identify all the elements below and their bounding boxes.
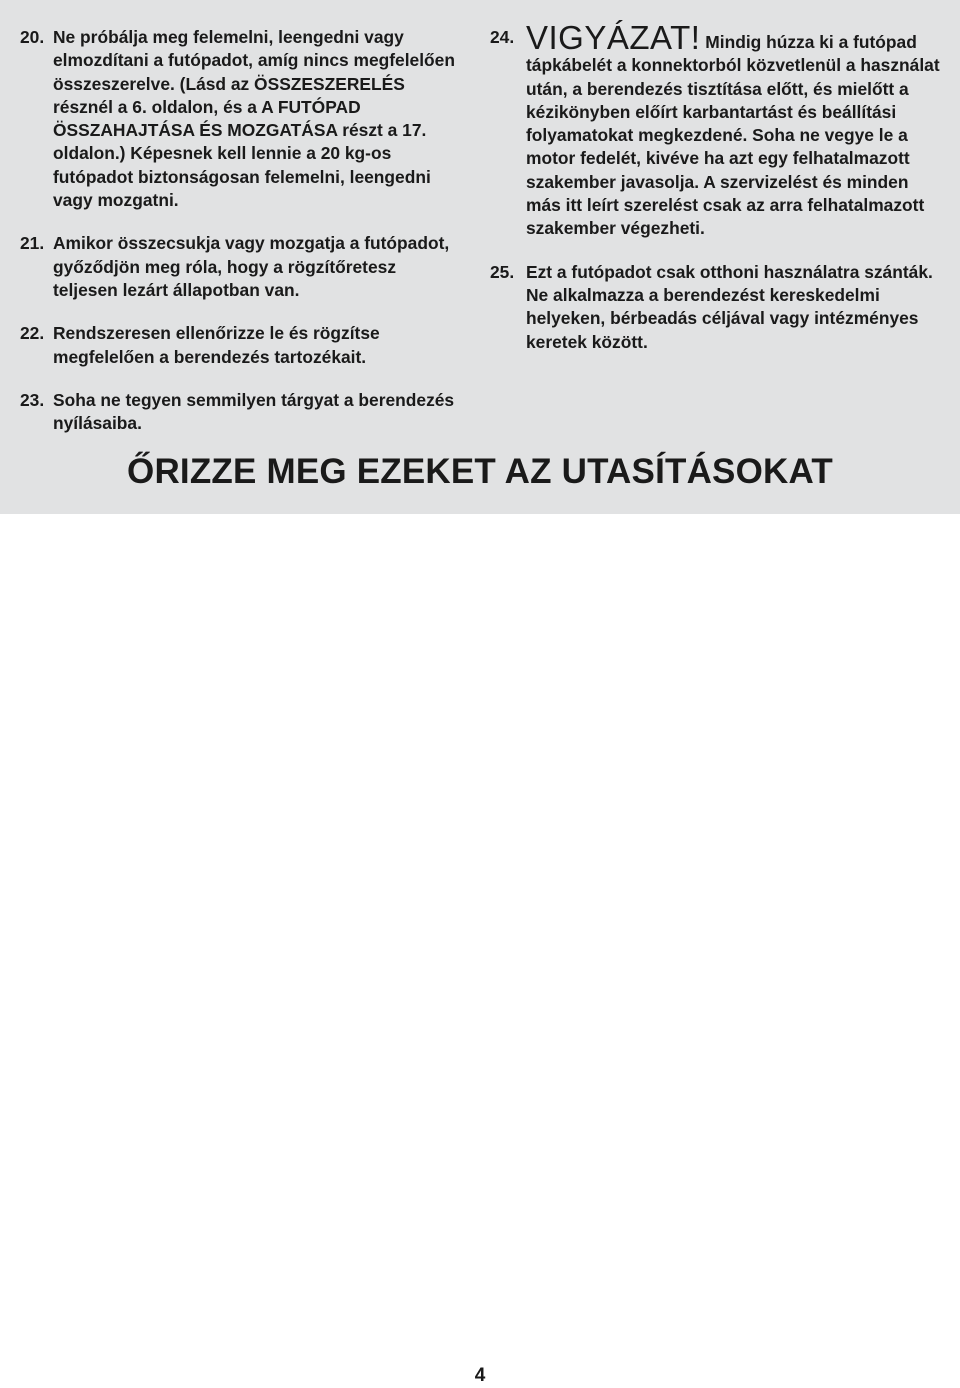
- item-text: Ne próbálja meg felemelni, leengedni vagy elmozdítani a futópadot, amíg nincs megfelelően összeszerelve. (Lásd az ÖSSZESZERELÉS résznél a 6. oldalon, és a A FUTÓPAD ÖSSZAHAJTÁSA ÉS MOZGATÁSA részt a 17. oldalon.) Képesnek kell lennie a 20 kg-os futópadot biztonságosan felemelni, leengedni vagy mozgatni.: [53, 27, 455, 211]
- item-text: Rendszeresen ellenőrizze le és rögzítse megfelelően a berendezés tartozékait.: [53, 323, 380, 367]
- item-text: Soha ne tegyen semmilyen tárgyat a berendezés nyílásaiba.: [53, 389, 455, 434]
- safety-instructions-panel: [0, 0, 960, 514]
- item-number: 20.: [20, 27, 45, 47]
- left-column: [20, 26, 460, 435]
- page-number: 4: [474, 1365, 486, 1386]
- item-text: [526, 19, 945, 241]
- list-item: [20, 26, 460, 212]
- item-number: 25.: [490, 261, 515, 282]
- warning-text: Mindig húzza ki a futópad tápkábelét a konnektorból közvetlenül a használat után, a berendezés tisztítása előtt, és mielőtt a kézikönyben előírt karbantartást és beállítási folyamatokat megkezdené. Soha ne vegye le a motor fedelét, kivéve ha azt egy felhatalmazott szakember javasolja. A szervizelést és minden más itt leírt szerelést csak az arra felhatalmazott szakember végezheti.: [526, 32, 940, 239]
- list-item: [490, 261, 945, 354]
- item-number: 23.: [20, 389, 45, 410]
- list-item: [20, 232, 460, 302]
- list-item: [20, 322, 460, 369]
- item-number: 24.: [490, 27, 515, 47]
- list-item-warning: [490, 19, 945, 241]
- warning-heading: VIGYÁZAT!: [526, 19, 701, 56]
- keep-instructions-banner: ŐRIZZE MEG EZEKET AZ UTASÍTÁSOKAT: [127, 452, 833, 491]
- item-number: 21.: [20, 233, 45, 254]
- right-column: [490, 19, 945, 354]
- item-number: 22.: [20, 323, 45, 344]
- list-item: [20, 389, 460, 436]
- item-text: Ezt a futópadot csak otthoni használatra szánták. Ne alkalmazza a berendezést kereskedelmi helyeken, bérbeadás céljával vagy intézményes keretek között.: [526, 261, 933, 352]
- item-text: Amikor összecsukja vagy mozgatja a futópadot, győződjön meg róla, hogy a rögzítőretesz teljesen lezárt állapotban van.: [53, 233, 450, 300]
